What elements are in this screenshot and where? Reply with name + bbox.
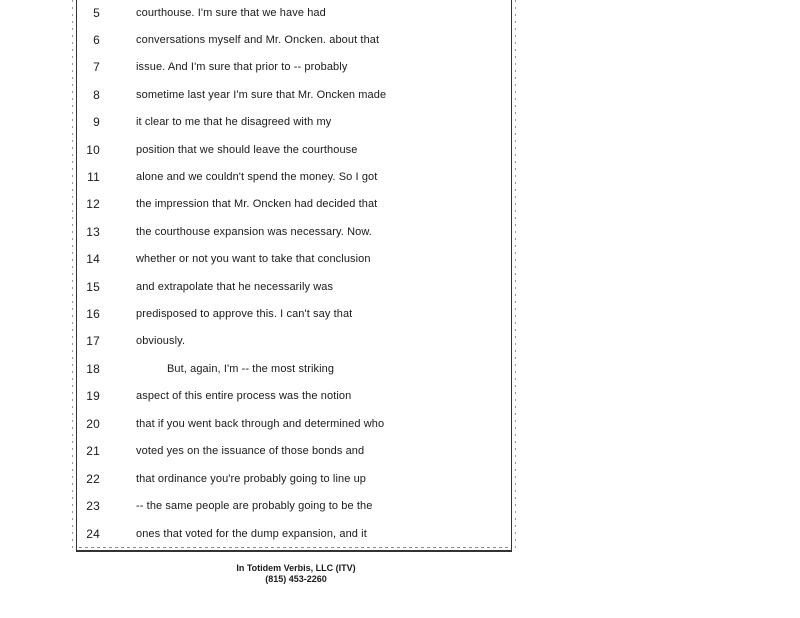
transcript-line: [0, 277, 800, 297]
line-number: 5: [93, 6, 100, 20]
transcript-line: [0, 167, 800, 187]
line-text: whether or not you want to take that conclusion: [136, 253, 371, 265]
line-text: it clear to me that he disagreed with my: [136, 116, 332, 128]
line-text: But, again, I'm -- the most striking: [167, 363, 335, 375]
footer-company: In Totidem Verbis, LLC (ITV): [236, 563, 356, 573]
transcript-line: [0, 524, 800, 544]
transcript-line: [0, 57, 800, 77]
line-number: 9: [93, 115, 100, 129]
line-text: and extrapolate that he necessarily was: [136, 281, 334, 293]
line-text: obviously.: [136, 335, 186, 347]
transcript-line: [0, 496, 800, 516]
line-text: the impression that Mr. Oncken had decided that: [136, 198, 378, 210]
line-text: that if you went back through and determined who: [136, 418, 385, 430]
transcript-line: [0, 304, 800, 324]
line-number: 8: [93, 88, 100, 102]
line-text: conversations myself and Mr. Oncken. about that: [136, 34, 380, 46]
line-number: 21: [86, 444, 100, 458]
line-number: 6: [93, 33, 100, 47]
line-number: 7: [93, 60, 100, 74]
line-text: issue. And I'm sure that prior to -- probably: [136, 61, 348, 73]
line-text: ones that voted for the dump expansion, and it: [136, 528, 367, 540]
line-number: 13: [86, 225, 100, 239]
transcript-line: [0, 30, 800, 50]
line-text: voted yes on the issuance of those bonds and: [136, 445, 365, 457]
transcript-line: [0, 469, 800, 489]
transcript-line: [0, 249, 800, 269]
line-number: 16: [86, 307, 100, 321]
line-text: -- the same people are probably going to be the: [136, 500, 373, 512]
transcript-line: [0, 222, 800, 242]
line-number: 14: [86, 252, 100, 266]
transcript-line: [0, 331, 800, 351]
transcript-line: [0, 386, 800, 406]
line-number: 24: [86, 527, 100, 541]
line-number: 19: [86, 389, 100, 403]
transcript-line: [0, 194, 800, 214]
line-text: that ordinance you're probably going to line up: [136, 473, 367, 485]
transcript-line: [0, 3, 800, 23]
line-number: 23: [86, 499, 100, 513]
line-text: alone and we couldn't spend the money. So I got: [136, 171, 378, 183]
line-number: 22: [86, 472, 100, 486]
line-number: 10: [86, 143, 100, 157]
transcript-line: [0, 140, 800, 160]
transcript-line: [0, 441, 800, 461]
transcript-line: [0, 359, 800, 379]
line-number: 20: [86, 417, 100, 431]
line-number: 12: [86, 197, 100, 211]
line-text: position that we should leave the courthouse: [136, 144, 358, 156]
transcript-line: [0, 112, 800, 132]
transcript-line: [0, 414, 800, 434]
line-number: 18: [86, 362, 100, 376]
line-text: predisposed to approve this. I can't say that: [136, 308, 353, 320]
line-text: the courthouse expansion was necessary. Now.: [136, 226, 372, 238]
line-text: sometime last year I'm sure that Mr. Oncken made: [136, 89, 387, 101]
footer-phone: (815) 453-2260: [265, 574, 327, 584]
line-number: 15: [86, 280, 100, 294]
transcript-line: [0, 85, 800, 105]
line-number: 17: [86, 334, 100, 348]
line-text: aspect of this entire process was the notion: [136, 390, 352, 402]
line-text: courthouse. I'm sure that we have had: [136, 7, 326, 19]
line-number: 11: [87, 170, 100, 184]
